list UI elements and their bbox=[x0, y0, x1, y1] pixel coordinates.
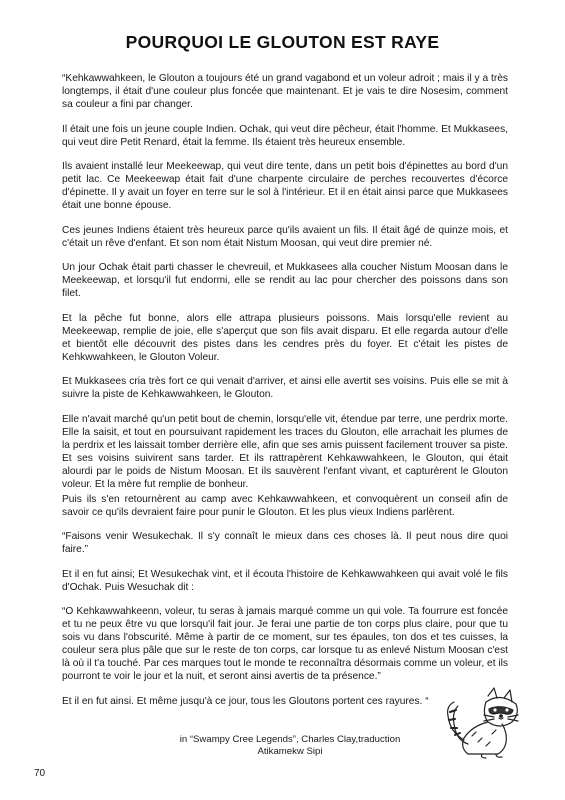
paragraph-2: Il était une fois un jeune couple Indien. Ochak, qui veut dire pêcheur, était l'homme. Et Mukkasees, qui veut dire Petit Renard, était la femme. Ils étaient très heureux ensemble. bbox=[62, 123, 508, 148]
source-line-2: Atikamekw Sipi bbox=[257, 745, 323, 757]
paragraph-5: Un jour Ochak était parti chasser le chevreuil, et Mukkasees alla coucher Nistum Moosan dans le Meekeewap, et lorsqu'il fut endormi, elle se rendit au lac pour chercher des poissons dans son filet. bbox=[62, 262, 508, 299]
story-body bbox=[62, 72, 508, 719]
source-line-1: in “Swampy Cree Legends”, Charles Clay,traduction bbox=[179, 734, 401, 745]
paragraph-10: “Faisons venir Wesukechak. Il s'y connaît le mieux dans ces choses là. Il peut nous dire quoi faire.” bbox=[62, 531, 508, 555]
page-title: POURQUOI LE GLOUTON EST RAYE bbox=[125, 32, 440, 52]
paragraph-1: “Kehkawwahkeen, le Glouton a toujours été un grand vagabond et un voleur adroit ; mais il y a très longtemps, il était d'une couleur plus foncée que maintenant. Et je vais te dire Nosesim, comment sa couleur a fini par changer. bbox=[62, 73, 508, 110]
paragraph-4: Ces jeunes Indiens étaient très heureux parce qu'ils avaient un fils. Il était âgé de quinze mois, et c'était un rêve d'enfant. Et son nom était Nistum Moosan, qui veut dire premier né. bbox=[62, 224, 508, 249]
paragraph-9: Puis ils s'en retournèrent au camp avec Kehkawwahkeen, et convoquèrent un conseil afin de savoir ce qu'ils devraient faire pour punir le Glouton. Et les plus vieux Indiens parlèrent. bbox=[62, 493, 508, 518]
paragraph-13: Et il en fut ainsi. Et même jusqu'à ce jour, tous les Gloutons portent ces rayures. “ bbox=[62, 695, 429, 707]
source-citation bbox=[160, 734, 420, 757]
raccoon-icon bbox=[442, 682, 522, 762]
page-number: 70 bbox=[34, 768, 46, 779]
paragraph-11: Et il en fut ainsi; Et Wesukechak vint, et il écouta l'histoire de Kehkawwahkeen qui avait volé le fils d'Ochak. Puis Wesuchak dit : bbox=[62, 568, 508, 593]
paragraph-8: Elle n'avait marché qu'un petit bout de chemin, lorsqu'elle vit, étendue par terre, une perdrix morte. Elle la saisit, et tout en poursuivant rapidement les traces du Glouton, elle arrachait les plumes de la perdrix et les laissait tomber derrière elle, afin que ses amis puissent facilement trouver sa piste. Et ses voisins suivirent sans tarder. Et ils rattrapèrent Kehkawwahkeen, le Glouton, qui était alourdi par le poids de Nistum Moosan. Et ils sauvèrent l'enfant vivant, et capturèrent le Glouton voleur. Et la mère fut remplie de bonheur. bbox=[62, 413, 508, 490]
paragraph-7: Et Mukkasees cria très fort ce qui venait d'arriver, et ainsi elle avertit ses voisins. Puis elle se mit à suivre la piste de Kehkawwahkeen, le Glouton. bbox=[62, 376, 508, 400]
paragraph-6: Et la pêche fut bonne, alors elle attrapa plusieurs poissons. Mais lorsqu'elle revient au Meekeewap, remplie de joie, elle s'aperçut que son fils avait disparu. Et elle regarda autour d'elle et bientôt elle découvrit des pistes dans les cendres près du foyer. Et c'était les pistes de Kehkwwahkeen, le Glouton Voleur. bbox=[62, 312, 508, 363]
paragraph-3: Ils avaient installé leur Meekeewap, qui veut dire tente, dans un petit bois d'épinettes au bord d'un petit lac. Ce Meekeewap était fait d'une charpente circulaire de perches recouvertes d'écorce d'épinette. Il y avait un foyer en terre sur le sol à l'intérieur. Et il en était ainsi parce que Mukkasees était une bonne épouse. bbox=[62, 161, 508, 211]
paragraph-12: “O Kehkawwahkeenn, voleur, tu seras à jamais marqué comme un qui vole. Ta fourrure est foncée et tu ne peux être vu que lorsqu'il fait jour. Je ferai une partie de ton corps plus claire, pour que tu sois vu dans l'obscurité. Même à partir de ce moment, sur tes épaules, ton dos et tes cuisses, la couleur sera plus pâle que sur le reste de ton corps, car lorsque tu as enlevé Nistum Moosan c'est là où il t'a touché. Par ces marques tout le monde te reconnaîtra désormais comme un voleur, et ils pourront te voir le jour et la nuit, et seront ainsi avertis de ta présence.” bbox=[62, 606, 508, 682]
